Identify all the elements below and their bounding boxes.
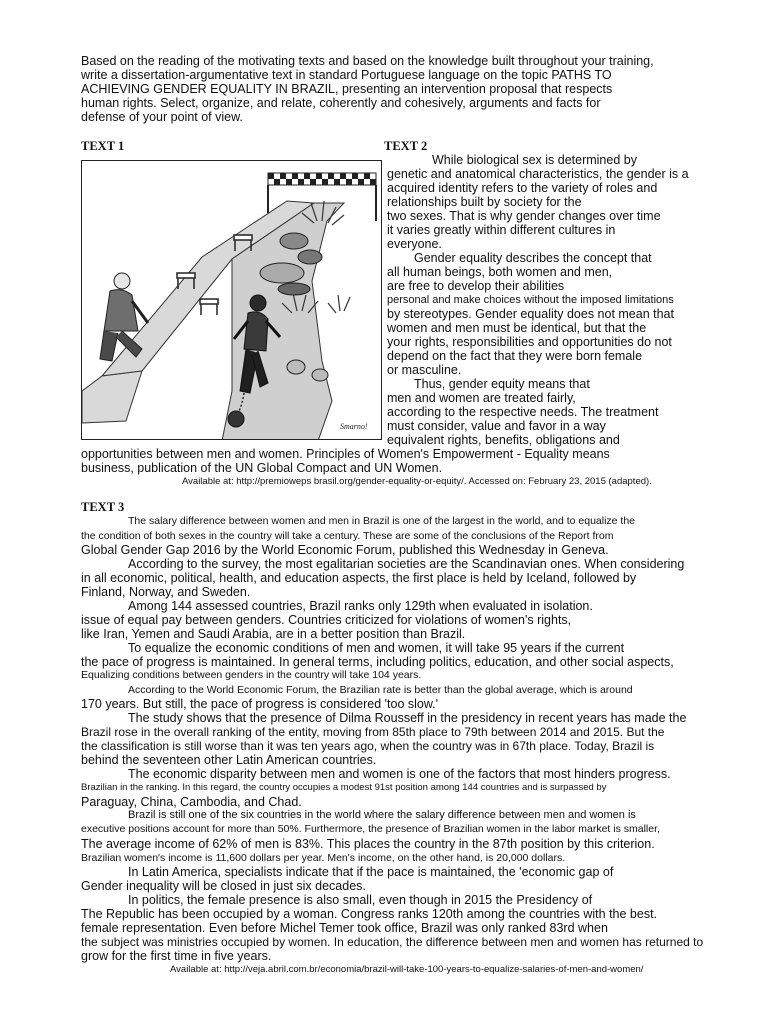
text3-line: Finland, Norway, and Sweden. [81,585,251,599]
text3-line: 170 years. But still, the pace of progress is considered 'too slow.' [81,697,439,711]
text2-line: Gender equality describes the concept that [414,251,652,265]
text2-line: Thus, gender equity means that [414,377,590,391]
text3-line: In Latin America, specialists indicate that if the pace is maintained, the 'economic gap of [128,865,614,879]
text2-line: women and men must be identical, but that the [387,321,647,335]
text3-line: the condition of both sexes in the country will take a century. These are some of the conclusions of the Report from [81,530,614,542]
prompt-line-3: ACHIEVING GENDER EQUALITY IN BRAZIL, presenting an intervention proposal that respects [81,82,613,96]
text3-line: grow for the first time in five years. [81,949,272,963]
text2-line: are free to develop their abilities [387,279,565,293]
prompt-line-5: defense of your point of view. [81,110,243,124]
text3-line: Brazilian women's income is 11,600 dollars per year. Men's income, on the other hand, is 20,000 dollars. [81,852,566,864]
text3-line: According to the World Economic Forum, the Brazilian rate is better than the global average, which is around [128,684,633,696]
prompt-line-1: Based on the reading of the motivating texts and based on the knowledge built throughout your training, [81,54,654,68]
text1-heading: TEXT 1 [81,139,125,153]
text3-line: executive positions account for more than 50%. Furthermore, the presence of Brazilian women in the labor market is smaller, [81,823,660,835]
text2-line: equivalent rights, benefits, obligations and [387,433,620,447]
text3-line: Global Gender Gap 2016 by the World Economic Forum, published this Wednesday in Geneva. [81,543,609,557]
text3-line: The Republic has been occupied by a woman. Congress ranks 120th among the countries with the best. [81,907,658,921]
text2-line: men and women are treated fairly, [387,391,576,405]
text2-line-full: business, publication of the UN Global Compact and UN Women. [81,461,443,475]
cartoon-signature: Smarno! [340,422,368,431]
text3-line: female representation. Even before Michel Temer took office, Brazil was only ranked 83rd when [81,921,608,935]
text3-line: Gender inequality will be closed in just six decades. [81,879,366,893]
text3-line: the classification is still worse than it was ten years ago, when the country was in 67th place. Today, Brazil is [81,739,655,753]
text2-line: must consider, value and favor in a way [387,419,606,433]
text3-line: in all economic, political, health, and education aspects, the first place is held by Iceland, followed by [81,571,637,585]
text3-line: Brazilian in the ranking. In this regard, the country occupies a modest 91st position among 144 countries and is surpassed by [81,782,607,793]
prompt-line-4: human rights. Select, organize, and relate, coherently and cohesively, arguments and facts for [81,96,601,110]
text3-line: Among 144 assessed countries, Brazil ranks only 129th when evaluated in isolation. [128,599,593,613]
text2-heading: TEXT 2 [384,139,428,153]
text3-line: like Iran, Yemen and Saudi Arabia, are in a better position than Brazil. [81,627,466,641]
text2-line: While biological sex is determined by [432,153,637,167]
text3-line: Paraguay, China, Cambodia, and Chad. [81,795,302,809]
text3-line: The salary difference between women and men in Brazil is one of the largest in the world, and to equalize the [128,515,636,527]
text3-line: According to the survey, the most egalitarian societies are the Scandinavian ones. When considering [128,557,685,571]
text3-line: The average income of 62% of men is 83%. This places the country in the 87th position by this criterion. [81,837,655,851]
text2-line: according to the respective needs. The treatment [387,405,659,419]
text2-line: by stereotypes. Gender equality does not mean that [387,307,674,321]
text2-source: Available at: http://premioweps brasil.org/gender-equality-or-equity/. Accessed on: February 23, 2015 (adapted). [182,476,652,487]
text3-line: The study shows that the presence of Dilma Rousseff in the presidency in recent years has made the [128,711,687,725]
text3-line: behind the seventeen other Latin American countries. [81,753,377,767]
text3-source: Available at: http://veja.abril.com.br/economia/brazil-will-take-100-years-to-equalize-salaries-of-men-and-women/ [170,964,644,975]
text2-line: acquired identity refers to the variety of roles and [387,181,658,195]
text3-line: the subject was ministries occupied by women. In education, the difference between men and women has returned to [81,935,704,949]
text3-heading: TEXT 3 [81,500,125,514]
prompt-line-2: write a dissertation-argumentative text in standard Portuguese language on the topic PATHS TO [81,68,612,82]
text2-line: everyone. [387,237,442,251]
text2-line: it varies greatly within different cultures in [387,223,616,237]
text2-line: all human beings, both women and men, [387,265,613,279]
text3-line: the pace of progress is maintained. In general terms, including politics, education, and other social aspects, [81,655,674,669]
text3-line: Equalizing conditions between genders in the country will take 104 years. [81,669,422,681]
text2-line: or masculine. [387,363,462,377]
text2-line-full: opportunities between men and women. Principles of Women's Empowerment - Equality means [81,447,610,461]
text3-line: In politics, the female presence is also small, even though in 2015 the Presidency of [128,893,593,907]
text3-line: To equalize the economic conditions of men and women, it will take 95 years if the current [128,641,625,655]
text3-line: Brazil is still one of the six countries in the world where the salary difference between men and women is [128,809,636,821]
text3-line: Brazil rose in the overall ranking of the entity, moving from 85th place to 79th between 2014 and 2015. But the [81,725,665,739]
text2-line: personal and make choices without the imposed limitations [387,294,674,306]
text2-line: depend on the fact that they were born female [387,349,643,363]
cartoon-illustration [81,160,382,440]
text3-line: issue of equal pay between genders. Countries criticized for violations of women's rights, [81,613,572,627]
text2-line: two sexes. That is why gender changes over time [387,209,661,223]
text2-line: your rights, responsibilities and opportunities do not [387,335,672,349]
text2-line: relationships built by society for the [387,195,582,209]
text2-line: genetic and anatomical characteristics, the gender is a [387,167,689,181]
text3-line: The economic disparity between men and women is one of the factors that most hinders progress. [128,767,671,781]
